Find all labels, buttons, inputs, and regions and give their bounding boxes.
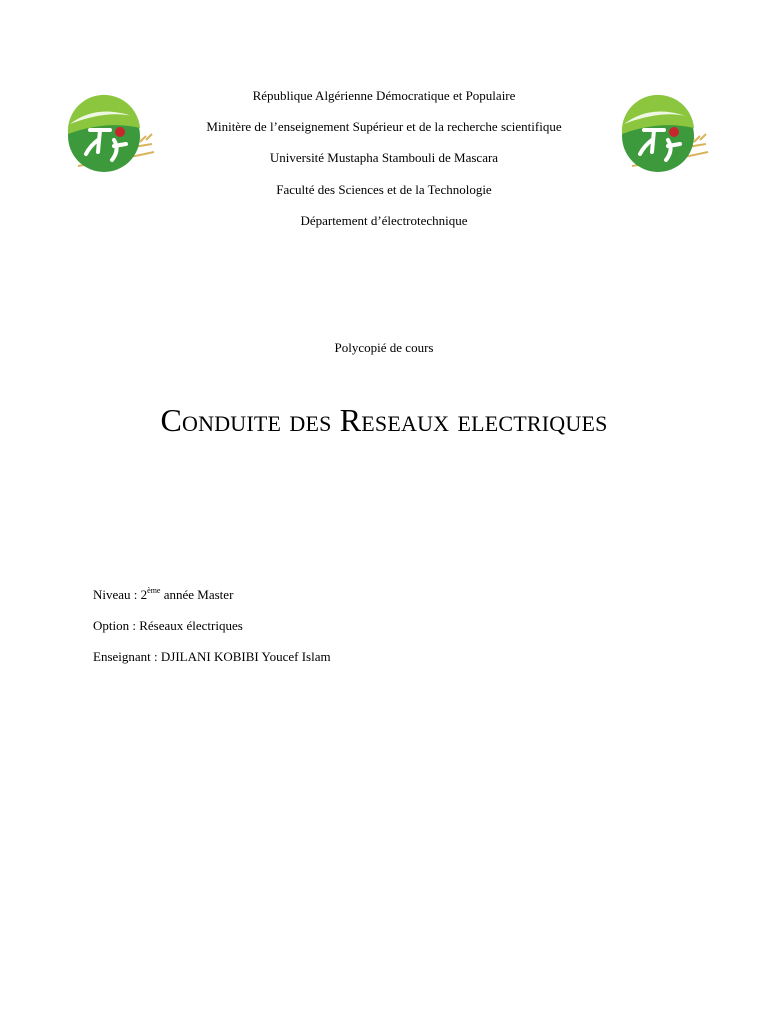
university-logo-right — [610, 94, 710, 180]
university-logo-icon — [610, 94, 710, 180]
level-prefix: Niveau : 2 — [93, 587, 148, 602]
document-subtitle: Polycopié de cours — [334, 340, 434, 355]
teacher-line: Enseignant : DJILANI KOBIBI Youcef Islam — [93, 649, 331, 664]
header-ministry: Minitère de l’enseignement Supérieur et de la recherche scientifique — [206, 119, 562, 134]
level-suffix: année Master — [160, 587, 234, 602]
header-department: Département d’électrotechnique — [300, 213, 468, 228]
level-superscript: ème — [147, 586, 161, 595]
level-line — [93, 586, 233, 603]
option-line: Option : Réseaux électriques — [93, 618, 243, 633]
university-logo-icon — [56, 94, 156, 180]
document-title: Conduite des Reseaux electriques — [160, 402, 608, 438]
header-university: Université Mustapha Stambouli de Mascara — [269, 150, 499, 165]
header-faculty: Faculté des Sciences et de la Technologie — [276, 182, 492, 197]
university-logo-left — [56, 94, 156, 180]
header-country: République Algérienne Démocratique et Populaire — [252, 88, 516, 103]
